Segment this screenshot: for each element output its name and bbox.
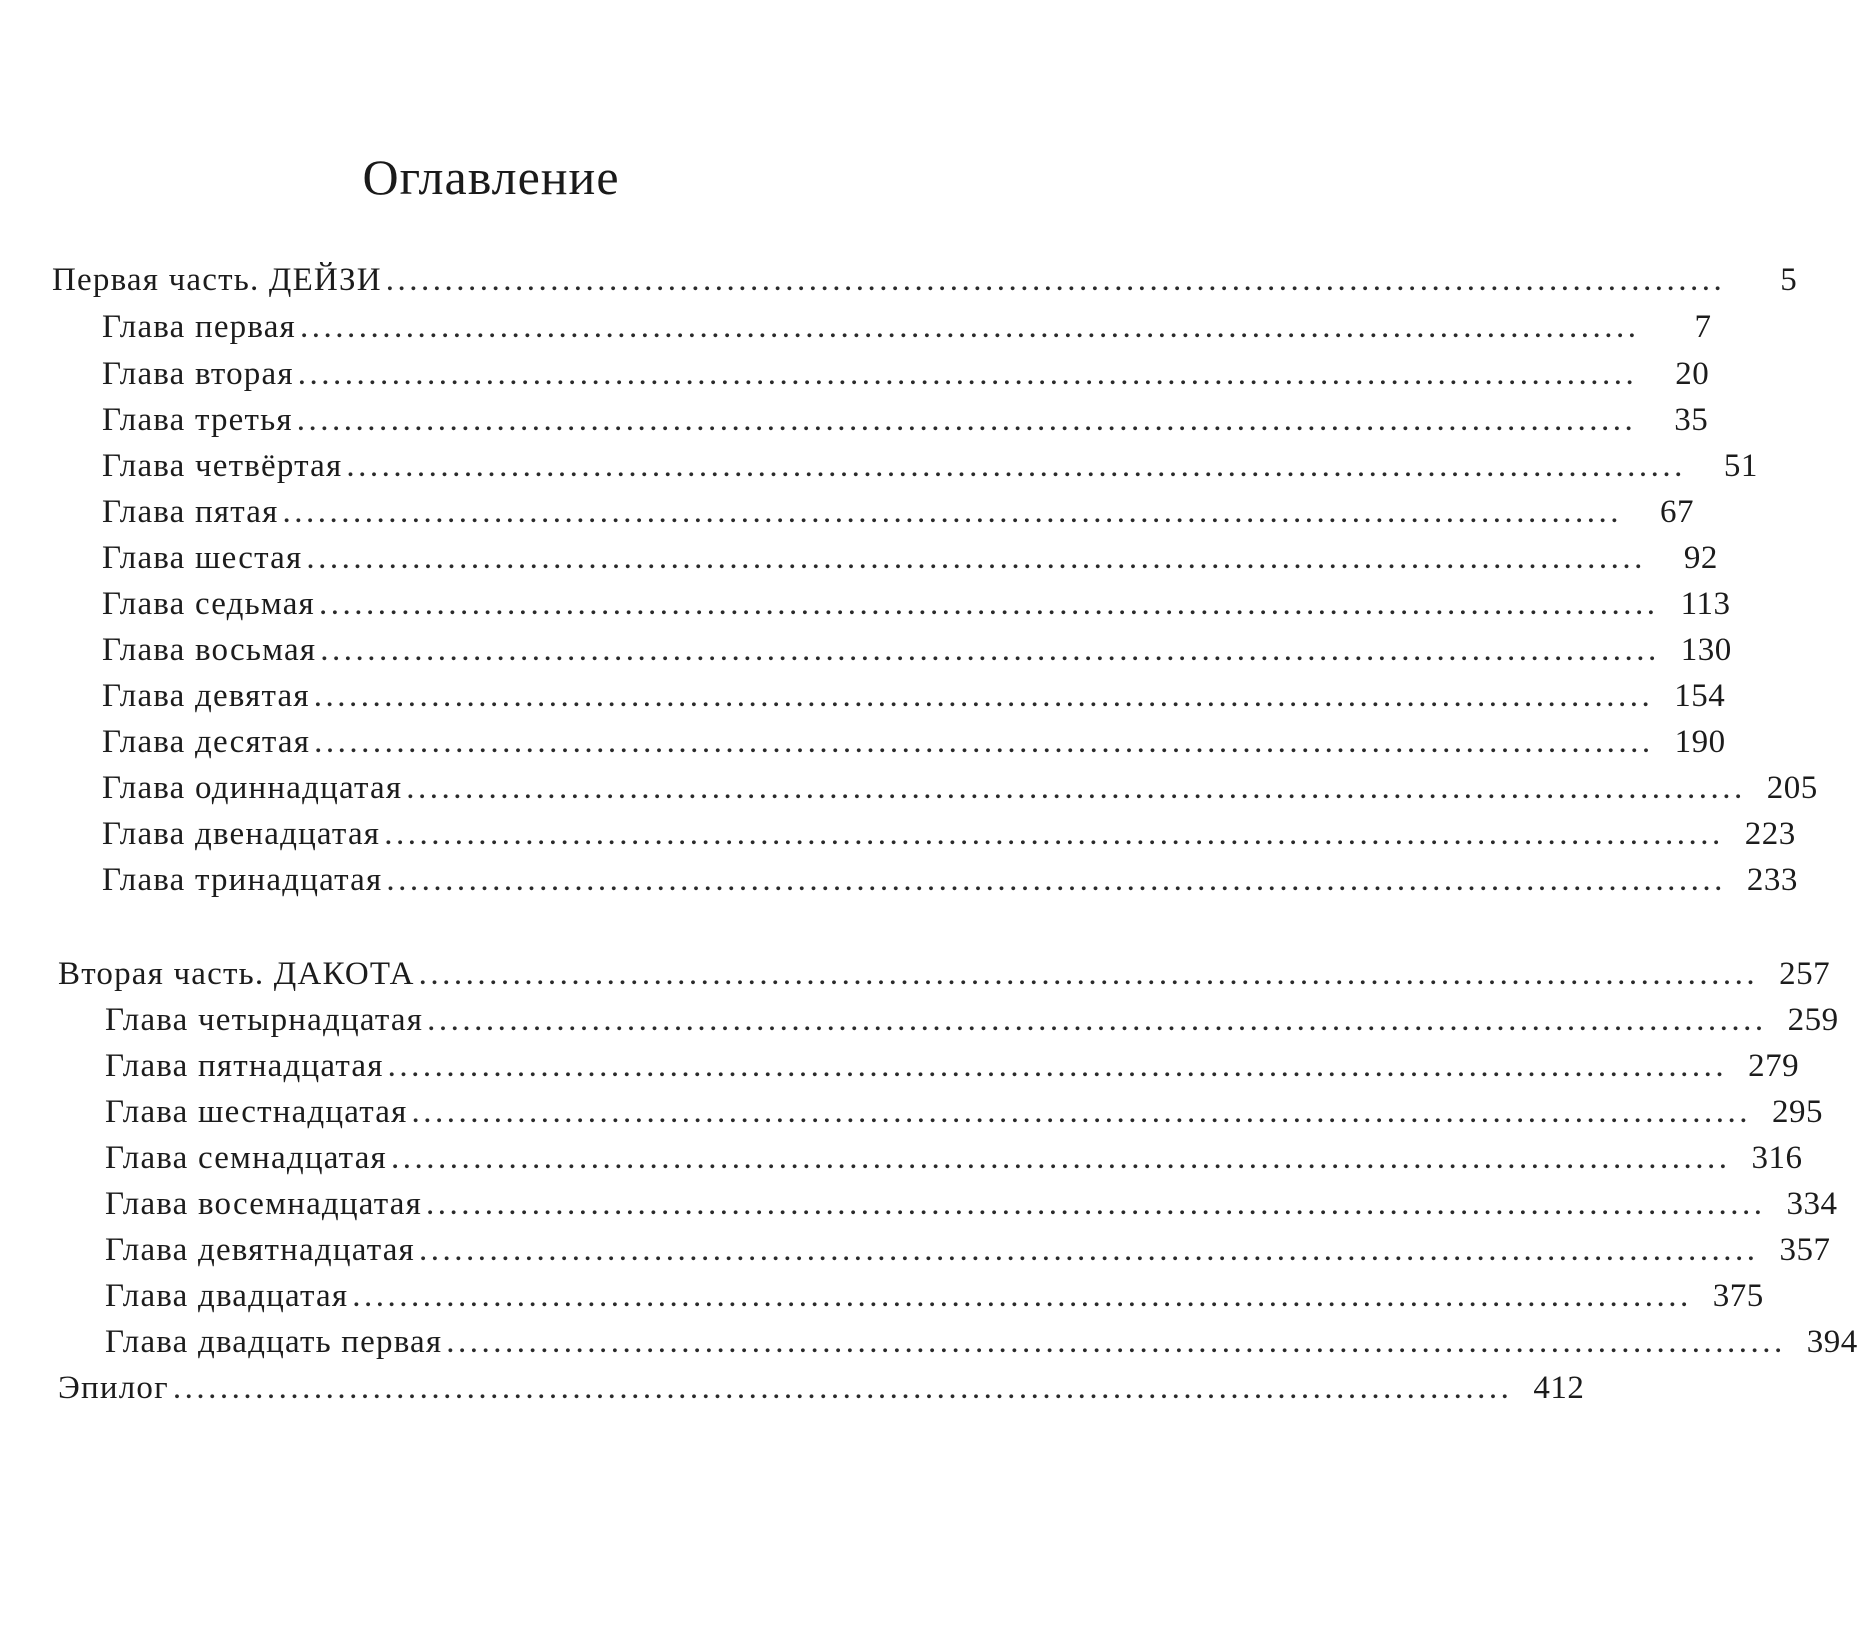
toc-entry-label: Глава двадцать первая [105, 1324, 443, 1360]
dot-leader: .................................................................................................................. [297, 356, 1638, 392]
toc-page-number: 334 [1786, 1186, 1838, 1222]
toc-page-number: 257 [1779, 956, 1831, 992]
toc-entry-label: Глава тринадцатая [102, 862, 383, 898]
toc-page-number: 394 [1806, 1324, 1858, 1360]
toc-entry-label: Глава третья [102, 402, 293, 438]
dot-leader: .................................................................................................................. [446, 1324, 1786, 1360]
toc-chapter-11 [102, 766, 1818, 810]
dot-leader: .................................................................................................................. [427, 1002, 1767, 1038]
dot-leader: .................................................................................................................. [318, 586, 1659, 622]
toc-chapter-17 [105, 1136, 1803, 1180]
dot-leader: .................................................................................................................. [172, 1370, 1513, 1406]
toc-entry-label: Глава восьмая [102, 632, 317, 668]
toc-entry-label: Глава девятнадцатая [105, 1232, 415, 1268]
toc-chapter-9 [102, 674, 1726, 718]
toc-chapter-10 [102, 720, 1726, 764]
toc-page-number: 113 [1680, 586, 1731, 622]
dot-leader: .................................................................................................................. [282, 494, 1622, 530]
toc-chapter-3 [102, 398, 1709, 442]
toc-chapter-1 [102, 305, 1712, 349]
toc-part-1 [52, 258, 1798, 302]
toc-page-number: 154 [1674, 678, 1726, 714]
dot-leader: .................................................................................................................. [418, 956, 1759, 992]
toc-chapter-13 [102, 858, 1798, 902]
dot-leader: .................................................................................................................. [384, 816, 1724, 852]
toc-page-number: 7 [1694, 309, 1712, 345]
toc-page-number: 223 [1744, 816, 1796, 852]
toc-entry-label: Глава восемнадцатая [105, 1186, 423, 1222]
toc-entry-label: Глава четвёртая [102, 448, 343, 484]
dot-leader: .................................................................................................................. [306, 540, 1646, 576]
dot-leader: .................................................................................................................. [385, 262, 1726, 298]
dot-leader: .................................................................................................................. [314, 724, 1654, 760]
toc-entry-label: Первая часть. ДЕЙЗИ [52, 262, 382, 298]
page-title: Оглавление [362, 149, 620, 205]
toc-page-number: 316 [1751, 1140, 1803, 1176]
toc-chapter-2 [102, 352, 1710, 396]
toc-entry-label: Глава вторая [102, 356, 294, 392]
toc-entry-label: Глава седьмая [102, 586, 315, 622]
toc-page-number: 259 [1787, 1002, 1839, 1038]
toc-chapter-7 [102, 582, 1731, 626]
toc-chapter-20 [105, 1274, 1764, 1318]
toc-page-number: 233 [1746, 862, 1798, 898]
dot-leader: .................................................................................................................. [299, 309, 1640, 345]
toc-page-number: 375 [1712, 1278, 1764, 1314]
toc-chapter-12 [102, 812, 1796, 856]
toc-chapter-6 [102, 536, 1718, 580]
toc-entry-label: Глава пятнадцатая [105, 1048, 384, 1084]
dot-leader: .................................................................................................................. [418, 1232, 1759, 1268]
toc-chapter-14 [105, 998, 1839, 1042]
toc-entry-label: Глава четырнадцатая [105, 1002, 424, 1038]
toc-entry-label: Вторая часть. ДАКОТА [58, 956, 415, 992]
toc-entry-label: Глава первая [102, 309, 296, 345]
toc-page-number: 92 [1683, 540, 1718, 576]
toc-chapter-16 [105, 1090, 1824, 1134]
toc-page-number: 51 [1723, 448, 1758, 484]
toc-entry-label: Глава двадцатая [105, 1278, 349, 1314]
toc-page-number: 35 [1674, 402, 1709, 438]
toc-entry-label: Глава десятая [102, 724, 311, 760]
toc-page-number: 357 [1779, 1232, 1831, 1268]
toc-entry-label: Глава двенадцатая [102, 816, 381, 852]
dot-leader: .................................................................................................................. [346, 448, 1686, 484]
toc-chapter-5 [102, 490, 1694, 534]
toc-entry-label: Глава семнадцатая [105, 1140, 387, 1176]
dot-leader: .................................................................................................................. [320, 632, 1660, 668]
toc-entry-label: Глава шестнадцатая [105, 1094, 408, 1130]
toc-chapter-19 [105, 1228, 1831, 1272]
toc-entry-label: Глава пятая [102, 494, 279, 530]
dot-leader: .................................................................................................................. [387, 1048, 1728, 1084]
toc-chapter-8 [102, 628, 1732, 672]
dot-leader: .................................................................................................................. [296, 402, 1637, 438]
toc-page-number: 279 [1748, 1048, 1800, 1084]
toc-epilogue [58, 1366, 1585, 1410]
toc-page-number: 205 [1766, 770, 1818, 806]
toc-chapter-4 [102, 444, 1758, 488]
toc-part-2 [58, 952, 1831, 996]
toc-page-number: 130 [1680, 632, 1732, 668]
toc-page-number: 20 [1675, 356, 1710, 392]
dot-leader: .................................................................................................................. [313, 678, 1654, 714]
toc-chapter-15 [105, 1044, 1800, 1088]
toc-page-number: 67 [1659, 494, 1694, 530]
toc-page-number: 295 [1772, 1094, 1824, 1130]
toc-entry-label: Эпилог [58, 1370, 169, 1406]
toc-chapter-18 [105, 1182, 1838, 1226]
toc-entry-label: Глава шестая [102, 540, 303, 576]
toc-page-number: 5 [1780, 262, 1798, 298]
toc-page-number: 412 [1533, 1370, 1585, 1406]
toc-entry-label: Глава одиннадцатая [102, 770, 403, 806]
toc-entry-label: Глава девятая [102, 678, 310, 714]
dot-leader: .................................................................................................................. [411, 1094, 1752, 1130]
toc-page-number: 190 [1674, 724, 1726, 760]
dot-leader: .................................................................................................................. [406, 770, 1746, 806]
dot-leader: .................................................................................................................. [352, 1278, 1692, 1314]
dot-leader: .................................................................................................................. [390, 1140, 1731, 1176]
toc-chapter-21 [105, 1320, 1858, 1364]
dot-leader: .................................................................................................................. [386, 862, 1726, 898]
dot-leader: .................................................................................................................. [426, 1186, 1766, 1222]
